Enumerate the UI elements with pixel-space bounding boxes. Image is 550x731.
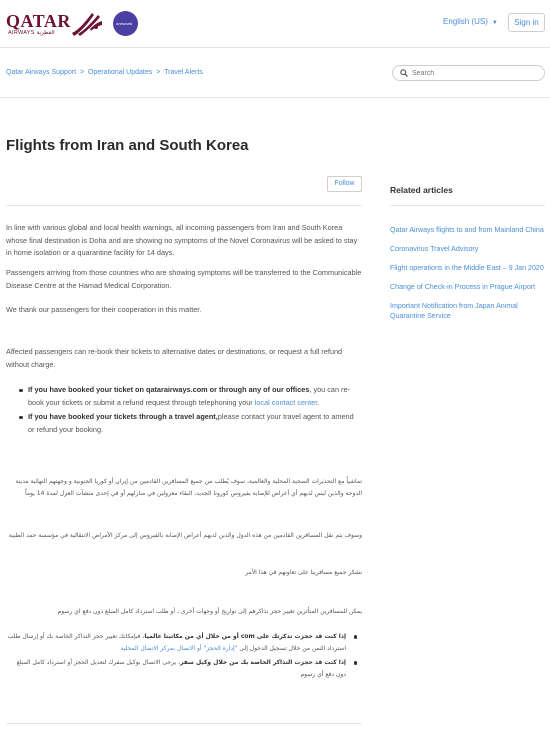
list-item — [6, 657, 362, 681]
article-paragraph: Affected passengers can re-book their tickets to alternative dates or destinations, or request a full refund without charge. — [6, 347, 343, 369]
search-icon — [400, 69, 408, 77]
related-articles-heading: Related articles — [390, 185, 453, 195]
sidebar-divider — [390, 205, 545, 206]
article-paragraph-arabic: يمكن للمسافرين المتأثرين تغيير حجز تذاكرهم إلى تواريخ أو وجهات أخرى ، أو طلب استرداد كامل المبلغ دون دفع اي رسوم — [57, 608, 362, 615]
article-footer-divider — [6, 723, 362, 724]
list-item — [17, 384, 362, 409]
related-article-link[interactable]: Coronavirus Travel Advisory — [390, 245, 479, 253]
article-paragraph-arabic: وسوف يتم نقل المسافرين القادمين من هذه الدول والذين لديهم أعراض الإصابة بالفيروس إلى مركز الأمراض الانتقالية في مؤسسة حمد الطبية — [8, 532, 362, 539]
bullet-text: , you can re-book your tickets or submit a refund request through telephoning your — [28, 385, 350, 407]
page-title: Flights from Iran and South Korea — [6, 137, 249, 154]
qatar-airways-logo[interactable] — [6, 9, 106, 39]
bullet-end: . — [317, 397, 320, 407]
breadcrumb-item-travel-alerts[interactable]: Travel Alerts — [164, 69, 203, 76]
bullet-bold-text: إذا كنت قد حجزت تذكرتك على com أو من خلال أي من مكاتبنا عالميا — [144, 633, 346, 640]
list-item — [17, 411, 362, 436]
related-articles-list — [390, 225, 547, 330]
logo-subtext: AIRWAYS القطرية — [8, 30, 55, 36]
breadcrumb-item-operational-updates[interactable]: Operational Updates — [88, 69, 153, 76]
bullet-bold-text: If you have booked your ticket on qatarairways.com or through any of our offices — [28, 385, 310, 394]
language-label: English (US) — [443, 17, 488, 26]
breadcrumb-item-support[interactable]: Qatar Airways Support — [6, 69, 77, 76]
title-divider — [6, 205, 362, 206]
article-paragraph: Passengers arriving from those countries who are showing symptoms will be transferred to the Communicable Disease Centre at the Hamad Medical Corporation. — [6, 268, 362, 290]
oryx-icon — [70, 9, 104, 37]
related-article-link[interactable]: Qatar Airways flights to and from Mainland China — [390, 226, 544, 234]
oneworld-logo[interactable] — [113, 11, 138, 36]
article-paragraph-arabic: نشكر جميع مسافرينا على تعاونهم في هذا الأمر — [245, 569, 362, 576]
article-bullet-list — [17, 384, 362, 438]
breadcrumb-separator: > — [79, 69, 85, 76]
local-contact-center-link[interactable]: local contact center — [254, 397, 318, 407]
breadcrumb-separator: > — [156, 69, 161, 76]
related-article-link[interactable]: Change of Check-in Process in Prague Airport — [390, 283, 536, 291]
site-header — [0, 0, 550, 48]
related-article-link[interactable]: Flight operations in the Middle East – 9 Jan 2020 — [390, 264, 544, 272]
search-input[interactable] — [412, 68, 537, 79]
chevron-down-icon: ▼ — [491, 20, 498, 26]
manage-booking-link[interactable]: "إدارة الحجز" أو الاتصال بمركز الاتصال المحلية — [120, 645, 238, 652]
breadcrumb — [6, 69, 203, 76]
sign-in-button[interactable]: Sign in — [508, 13, 545, 32]
bullet-bold-text: If you have booked your tickets through a travel agent, — [28, 412, 218, 421]
language-selector[interactable] — [443, 17, 498, 26]
bullet-text: ، يرجى الاتصال بوكيل سفرك لتعديل الحجز أو استرداد كامل المبلغ دون دفع أي رسوم — [16, 659, 346, 678]
article-paragraph-arabic: تماشياً مع التحذيرات الصحية المحلية والعالمية، سوف يُطلب من جميع المسافرين القادمين من إيران أو كوريا الجنوبية و وجهتهم النهائية مدينة الدوحة والذين ليس لديهم أي أعراض للإصابة بفيروس كورونا الجديد، البقاء معزولين في منازلهم أو في إحدى منشآت العزل لمدة 14 يوماً — [15, 478, 362, 497]
logo-wordmark: QATAR — [6, 11, 71, 31]
bullet-text: please contact your travel agent to amend or refund your booking. — [28, 412, 354, 434]
bullet-dot — [19, 416, 23, 420]
follow-button[interactable]: Follow — [327, 176, 362, 192]
related-article-link[interactable]: Important Notification from Japan Animal Quarantine Service — [390, 302, 518, 320]
bullet-text: ، فبإمكانك تغيير حجز التذاكر الخاصة بك أو إرسال طلب استرداد الثمن من خلال تسجيل الدخول إلى — [7, 633, 346, 652]
oneworld-label: oneworld — [116, 21, 133, 26]
list-item — [6, 631, 362, 655]
article-paragraph: We thank our passengers for their cooperation in this matter. — [6, 305, 202, 314]
article-paragraph: In line with various global and local health warnings, all incoming passengers from Iran and South Korea whose final destination is Doha and are showing no symptoms of the Novel Coronavirus will be asked to stay in home isolation or a quarantine facility for 14 days. — [6, 223, 358, 257]
bullet-bold-text: إذا كنت قد حجزت التذاكر الخاصة بك من خلال وكيل سفر — [179, 659, 346, 666]
breadcrumb-bar — [0, 48, 550, 98]
bullet-dot — [19, 389, 23, 393]
bullet-dot — [354, 661, 358, 665]
article-bullet-list-arabic — [6, 631, 362, 683]
bullet-dot — [354, 635, 358, 639]
search-box[interactable] — [392, 65, 545, 81]
